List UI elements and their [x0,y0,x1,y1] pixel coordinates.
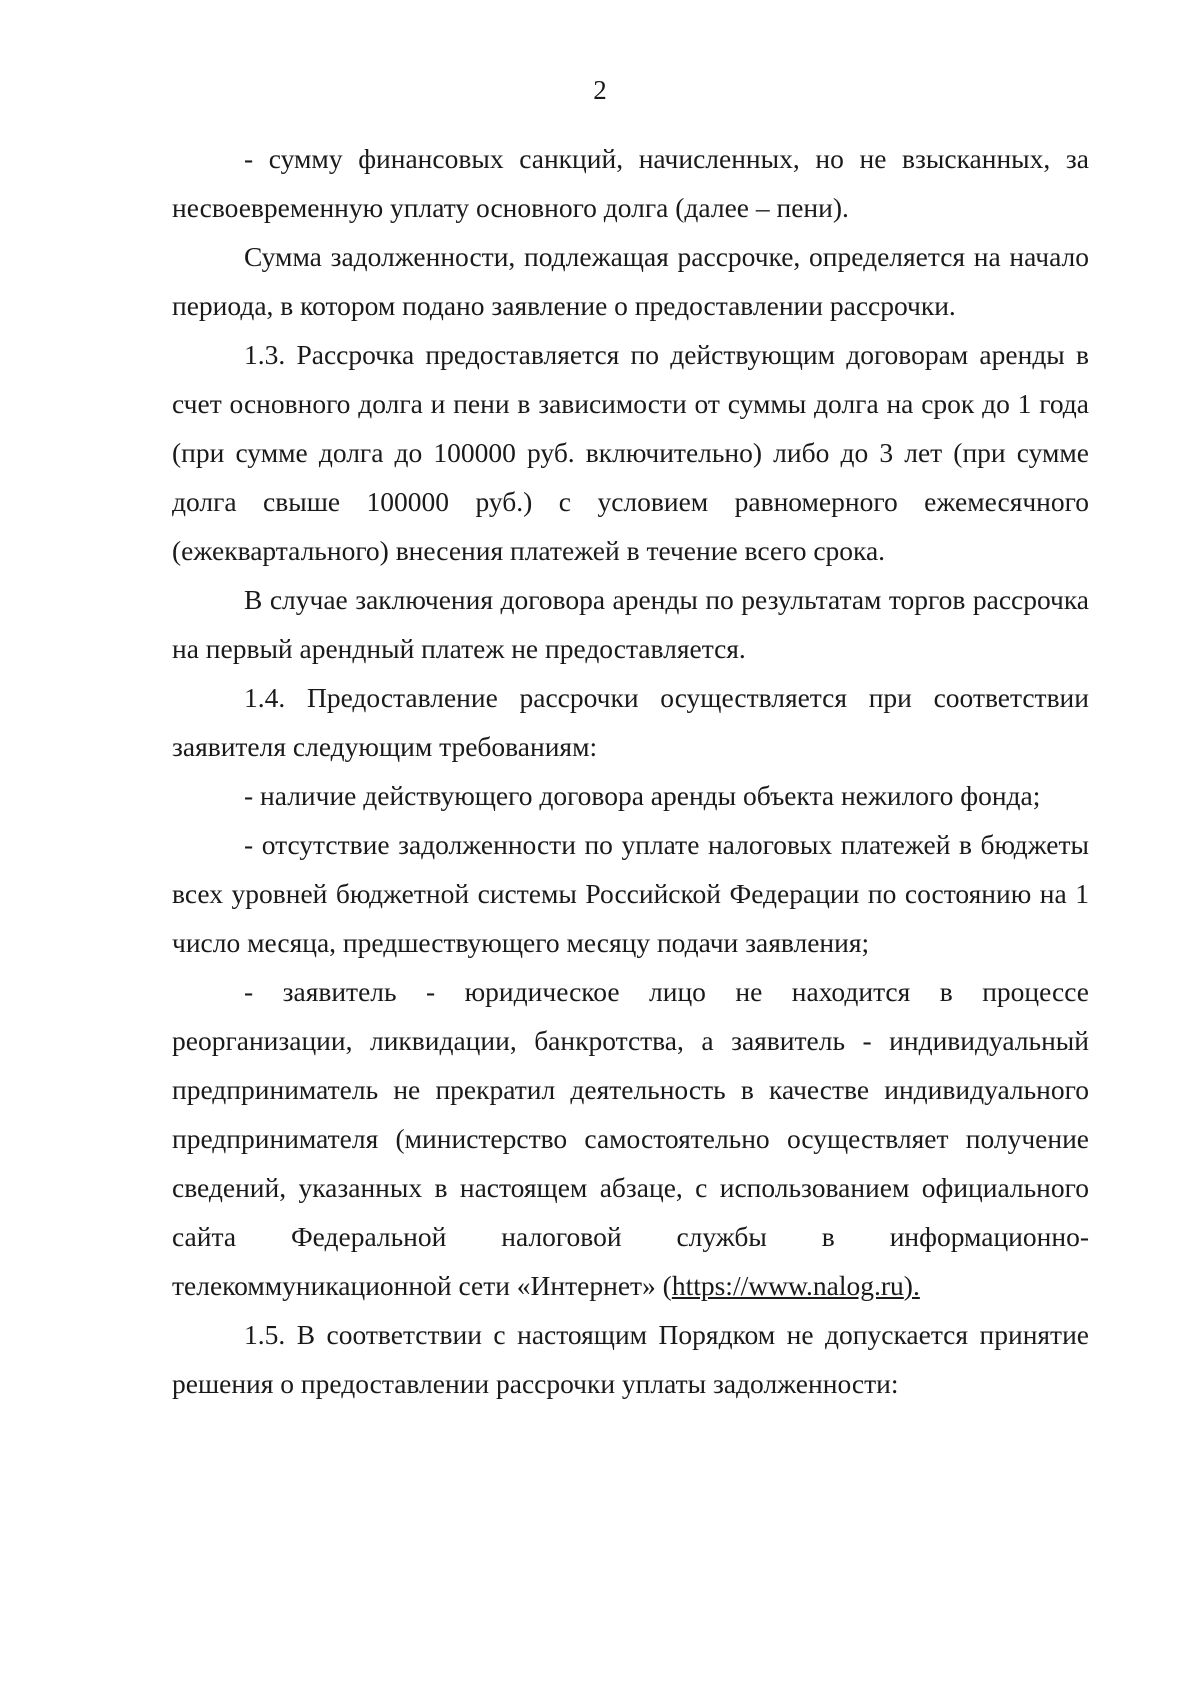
paragraph-1-3: 1.3. Рассрочка предоставляется по действующим договорам аренды в счет основного долга и пени в зависимости от суммы долга на срок до 1 года (при сумме долга до 100000 руб. включительно) либо до 3 лет (при сумме долга свыше 100000 руб.) с условием равномерного ежемесячного (ежеквартального) внесения платежей в течение всего срока. [172,339,1089,566]
paragraph-1-5: 1.5. В соответствии с настоящим Порядком не допускается принятие решения о предоставлении рассрочки уплаты задолженности: [172,1319,1089,1399]
paragraph-penalties: - сумму финансовых санкций, начисленных, но не взысканных, за несвоевременную уплату основного долга (далее – пени). [172,143,1089,223]
page-number: 2 [593,75,607,105]
requirement-no-reorganization-text: - заявитель - юридическое лицо не находится в процессе реорганизации, ликвидации, банкротства, а заявитель - индивидуальный предприниматель не прекратил деятельность в качестве индивидуального предпринимателя (министерство самостоятельно осуществляет получение сведений, указанных в настоящем абзаце, с использованием официального сайта Федеральной налоговой службы в информационно-телекоммуникационной сети «Интернет» ( [172,976,1089,1301]
paragraph-debt-amount: Сумма задолженности, подлежащая рассрочке, определяется на начало периода, в котором подано заявление о предоставлении рассрочки. [172,241,1089,321]
paragraph-1-4: 1.4. Предоставление рассрочки осуществляется при соответствии заявителя следующим требованиям: [172,682,1089,762]
nalog-link[interactable] [672,1270,920,1301]
paragraph-auction-case: В случае заключения договора аренды по результатам торгов рассрочка на первый арендный платеж не предоставляется. [172,584,1089,664]
document-body [172,134,1089,1408]
requirement-no-tax-debt: - отсутствие задолженности по уплате налоговых платежей в бюджеты всех уровней бюджетной системы Российской Федерации по состоянию на 1 число месяца, предшествующего месяцу подачи заявления; [172,829,1089,958]
nalog-link-url[interactable]: https://www.nalog.ru [671,1270,904,1301]
requirement-no-reorganization [172,967,1089,1310]
requirement-lease-contract: - наличие действующего договора аренды объекта нежилого фонда; [244,780,1041,811]
nalog-link-tail[interactable]: ). [903,1270,920,1301]
